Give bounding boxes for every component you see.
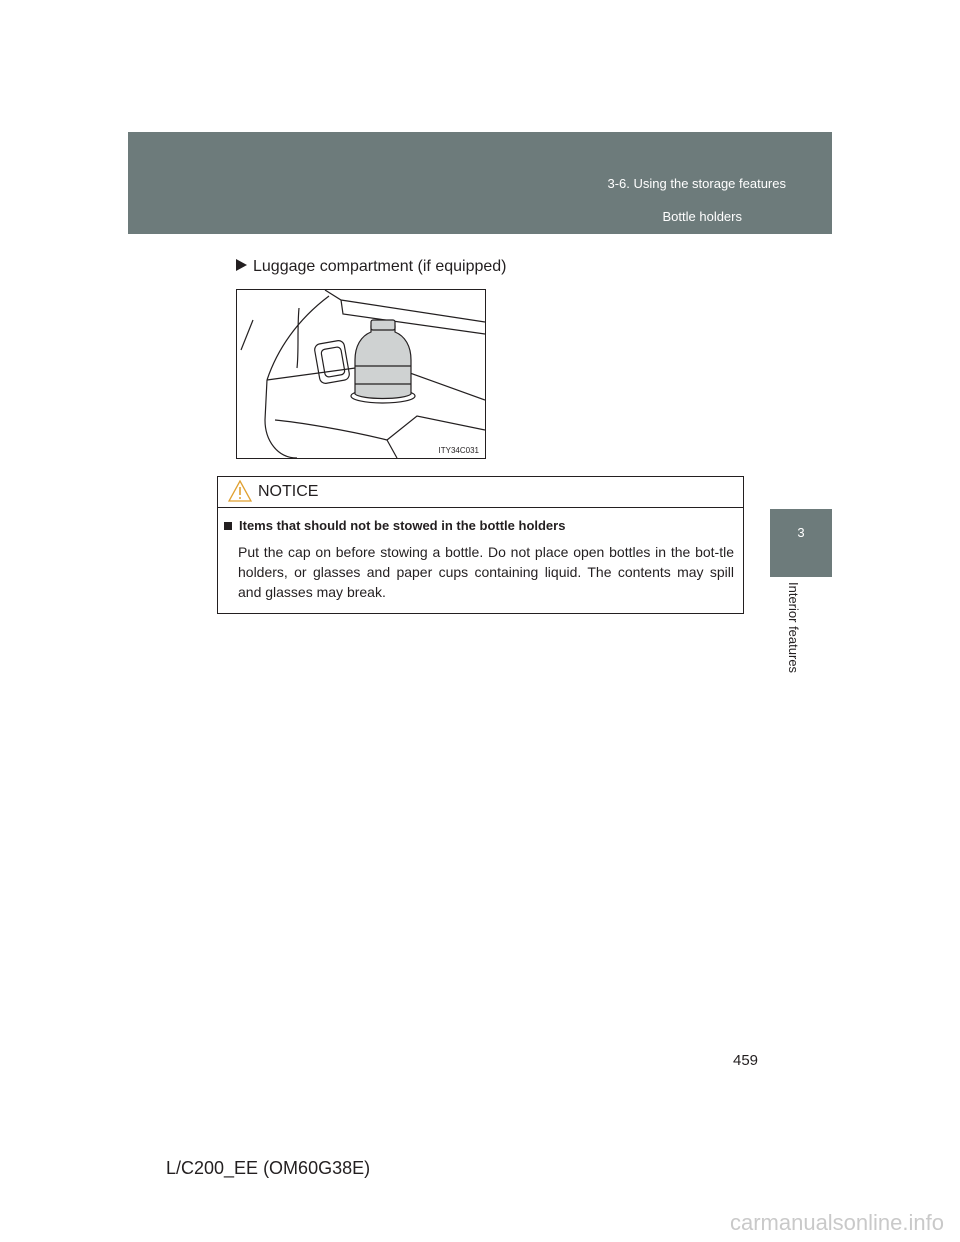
notice-title: NOTICE [258,483,319,500]
subsection-title: Bottle holders [662,209,742,224]
square-bullet-icon [224,522,232,530]
chapter-label: Interior features [786,582,801,674]
notice-box [217,476,744,614]
subheading [236,258,507,276]
bottle-holder-illustration [236,289,486,459]
header-band [128,132,832,234]
illustration-drawing [237,290,485,458]
subheading-text: Luggage compartment (if equipped) [253,258,507,275]
document-code: L/C200_EE (OM60G38E) [166,1158,371,1178]
notice-body-text: Put the cap on before stowing a bottle. Do not place open bottles in the bot-tle holders, or glasses and paper cups containing liquid. The contents may spill and glasses may break. [238,544,734,600]
warning-triangle-icon [228,480,252,502]
page-number: 459 [733,1052,759,1069]
notice-header [218,477,743,508]
notice-item-heading [224,518,565,533]
figure-code: ITY34C031 [438,446,479,455]
section-title: 3-6. Using the storage features [607,176,786,191]
chapter-number: 3 [797,525,805,540]
triangle-bullet-icon [236,259,247,271]
notice-item-title-text: Items that should not be stowed in the bottle holders [239,518,566,533]
chapter-tab[interactable] [770,509,832,577]
watermark: carmanualsonline.info [729,1210,944,1235]
